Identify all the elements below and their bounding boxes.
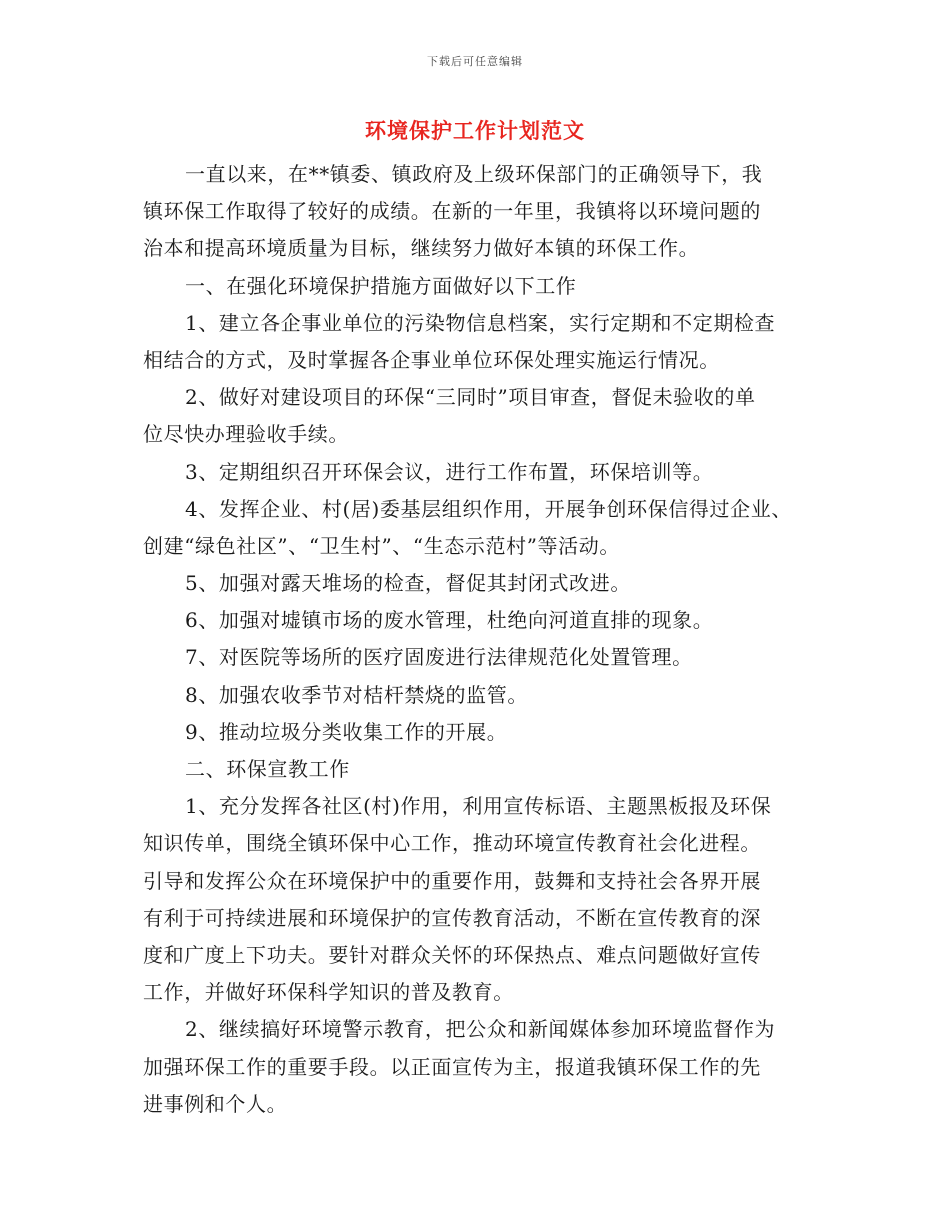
paragraph-line: 进事例和个人。 bbox=[143, 1091, 288, 1116]
paragraph-line: 加强环保工作的重要手段。以正面宣传为主，报道我镇环保工作的先 bbox=[143, 1054, 761, 1079]
paragraph-line: 1、充分发挥各社区(村)作用，利用宣传标语、主题黑板报及环保 bbox=[185, 794, 772, 819]
paragraph-line: 7、对医院等场所的医疗固废进行法律规范化处置管理。 bbox=[185, 645, 693, 670]
paragraph-line: 3、定期组织召开环保会议，进行工作布置，环保培训等。 bbox=[185, 459, 714, 484]
paragraph-line: 镇环保工作取得了较好的成绩。在新的一年里，我镇将以环境问题的 bbox=[143, 199, 761, 224]
paragraph-line: 创建“绿色社区”、“卫生村”、“生态示范村”等活动。 bbox=[143, 533, 620, 558]
paragraph-line: 8、加强农收季节对桔杆禁烧的监管。 bbox=[185, 682, 528, 707]
paragraph-line: 6、加强对墟镇市场的废水管理，杜绝向河道直排的现象。 bbox=[185, 608, 714, 633]
paragraph-line: 度和广度上下功夫。要针对群众关怀的环保热点、难点问题做好宣传 bbox=[143, 942, 761, 967]
paragraph-line: 引导和发挥公众在环境保护中的重要作用，鼓舞和支持社会各界开展 bbox=[143, 868, 761, 893]
document-body bbox=[143, 156, 823, 1123]
paragraph-line: 9、推动垃圾分类收集工作的开展。 bbox=[185, 719, 508, 744]
document-title: 环境保护工作计划范文 bbox=[365, 119, 585, 143]
header-note: 下载后可任意编辑 bbox=[427, 55, 523, 68]
paragraph-line: 一直以来，在**镇委、镇政府及上级环保部门的正确领导下，我 bbox=[185, 162, 763, 186]
paragraph-line: 4、发挥企业、村(居)委基层组织作用，开展争创环保信得过企业、 bbox=[185, 496, 792, 521]
paragraph-line: 2、继续搞好环境警示教育，把公众和新闻媒体参加环境监督作为 bbox=[185, 1017, 776, 1042]
paragraph-line: 2、做好对建设项目的环保“三同时”项目审查，督促未验收的单 bbox=[185, 385, 756, 410]
section-heading: 二、环保宣教工作 bbox=[185, 757, 350, 781]
paragraph-line: 相结合的方式，及时掌握各企事业单位环保处理实施运行情况。 bbox=[143, 347, 720, 372]
paragraph-line: 位尽快办理验收手续。 bbox=[143, 422, 349, 447]
paragraph-line: 有利于可持续进展和环境保护的宣传教育活动，不断在宣传教育的深 bbox=[143, 905, 761, 930]
section-heading: 一、在强化环境保护措施方面做好以下工作 bbox=[185, 273, 577, 298]
paragraph-line: 工作，并做好环保科学知识的普及教育。 bbox=[143, 980, 514, 1005]
paragraph-line: 治本和提高环境质量为目标，继续努力做好本镇的环保工作。 bbox=[143, 236, 700, 261]
paragraph-line: 知识传单，围绕全镇环保中心工作，推动环境宣传教育社会化进程。 bbox=[143, 831, 761, 856]
paragraph-line: 5、加强对露天堆场的检查，督促其封闭式改进。 bbox=[185, 571, 631, 596]
paragraph-line: 1、建立各企事业单位的污染物信息档案，实行定期和不定期检查 bbox=[185, 310, 776, 335]
